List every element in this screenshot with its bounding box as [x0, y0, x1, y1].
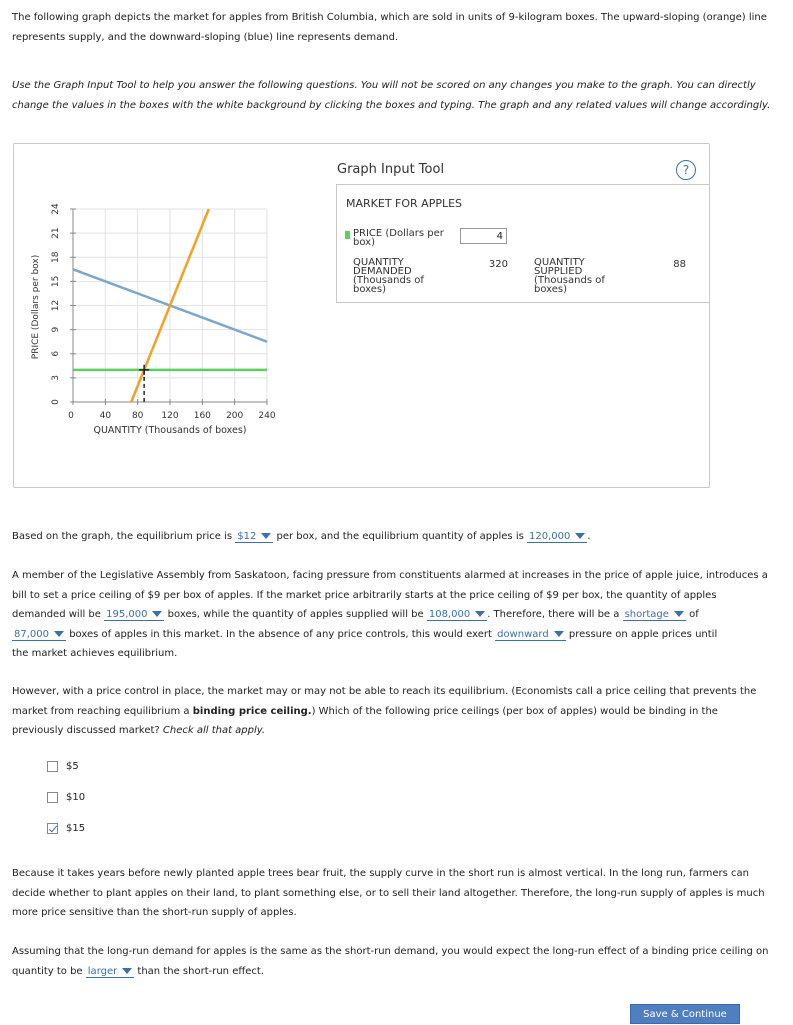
y-tick-label: 12	[51, 299, 61, 312]
x-tick-label: 240	[258, 411, 276, 421]
quantity-demanded-dropdown[interactable]: 195,000	[104, 609, 164, 621]
equilibrium-quantity-dropdown[interactable]: 120,000	[527, 531, 587, 543]
chevron-down-icon	[575, 533, 585, 539]
y-tick-label: 15	[51, 275, 61, 288]
pressure-direction-dropdown[interactable]: downward	[495, 629, 566, 641]
x-tick-label: 0	[68, 411, 74, 421]
price-legend-swatch	[345, 231, 350, 239]
chevron-down-icon	[152, 611, 162, 617]
x-tick-label: 80	[131, 411, 144, 421]
chevron-down-icon	[475, 611, 485, 617]
y-axis-label: PRICE (Dollars per box)	[31, 254, 41, 360]
x-tick-label: 40	[99, 411, 112, 421]
question-binding-ceiling: However, with a price control in place, the market may or may not be able to reach its equilibrium. (Economists call a price ceiling that prevents the market from reaching equilibrium a binding price ceiling.) Which of the following price ceilings (per box of apples) would be binding in the previously discussed market? Check all that apply.	[12, 686, 757, 736]
checkbox-10[interactable]	[47, 792, 58, 803]
y-tick-label: 6	[51, 350, 61, 357]
tool-title: Graph Input Tool	[337, 162, 445, 177]
checkbox-15[interactable]	[47, 823, 58, 834]
save-continue-button[interactable]: Save & Continue	[630, 1004, 740, 1024]
x-tick-label: 120	[161, 411, 179, 421]
market-chart[interactable]	[14, 144, 334, 444]
chevron-down-icon	[54, 631, 64, 637]
chevron-down-icon	[122, 968, 132, 974]
long-run-supply-text: Because it takes years before newly planted apple trees bear fruit, the supply curve in the short run is almost vertical. In the long run, farmers can decide whether to plant apples on their land, to plant something else, or to sell their land altogether. Therefore, the long-run supply of apples is much more price sensitive than the short-run supply of apples.	[12, 868, 765, 918]
question-equilibrium: Based on the graph, the equilibrium price is $12 per box, and the equilibrium quantity of apples is 120,000 .	[12, 531, 591, 542]
equilibrium-price-dropdown[interactable]: $12	[235, 531, 273, 543]
shortage-amount-dropdown[interactable]: 87,000	[12, 629, 66, 641]
y-tick-label: 3	[51, 375, 61, 381]
question-long-run-effect: Assuming that the long-run demand for apples is the same as the short-run demand, you would expect the long-run effect of a binding price ceiling on quantity to be larger than the short-run effect.	[12, 946, 769, 977]
y-tick-label: 0	[51, 399, 61, 405]
quantity-demanded-value: 320	[488, 259, 508, 270]
price-input[interactable]: 4	[460, 228, 507, 244]
option-label-5: $5	[66, 761, 79, 772]
option-label-15: $15	[66, 823, 86, 834]
chevron-down-icon	[674, 611, 684, 617]
y-tick-label: 18	[51, 251, 61, 263]
price-label: PRICE (Dollars per box)	[353, 228, 444, 248]
y-tick-label: 9	[51, 326, 61, 333]
intro-text: The following graph depicts the market for apples from British Columbia, which are sold in units of 9-kilogram boxes. The upward-sloping (orange) line represents supply, and the downward-sloping (blue) line represents demand.	[12, 12, 767, 43]
values-panel	[336, 184, 710, 303]
x-tick-label: 160	[193, 411, 211, 421]
shortage-surplus-dropdown[interactable]: shortage	[623, 609, 686, 621]
long-run-effect-dropdown[interactable]: larger	[86, 966, 134, 978]
quantity-supplied-value: 88	[673, 259, 686, 270]
checkbox-5[interactable]	[47, 761, 58, 772]
question-price-ceiling: A member of the Legislative Assembly from Saskatoon, facing pressure from constituents alarmed at increases in the price of apple juice, introduces a bill to set a price ceiling of $9 per box of apples. If the market price arbitrarily starts at the price ceiling of $9 per box, the quantity of apples demanded will be 195,000 boxes, while the quantity of apples supplied will be 108,000 . Therefore, there will be a shortage of 87,000 boxes of apples in this market. In the absence of any price controls, this would exert downward pressure on apple prices until the market achieves equilibrium.	[12, 570, 768, 659]
option-label-10: $10	[66, 792, 86, 803]
help-icon[interactable]: ?	[676, 160, 696, 180]
instructions-text: Use the Graph Input Tool to help you answer the following questions. You will not be scored on any changes you make to the graph. You can directly change the values in the boxes with the white background by clicking the boxes and typing. The graph and any related values will change accordingly.	[12, 80, 771, 111]
quantity-demanded-label: QUANTITY DEMANDED (Thousands of boxes)	[353, 257, 424, 295]
x-tick-label: 200	[226, 411, 244, 421]
chevron-down-icon	[261, 533, 271, 539]
x-axis-label: QUANTITY (Thousands of boxes)	[93, 425, 247, 436]
quantity-supplied-dropdown[interactable]: 108,000	[427, 609, 487, 621]
market-title: MARKET FOR APPLES	[346, 197, 463, 210]
y-tick-label: 21	[51, 227, 61, 239]
chevron-down-icon	[554, 631, 564, 637]
y-tick-label: 24	[51, 203, 61, 215]
graph-input-tool	[13, 143, 710, 488]
quantity-supplied-label: QUANTITY SUPPLIED (Thousands of boxes)	[534, 257, 605, 295]
